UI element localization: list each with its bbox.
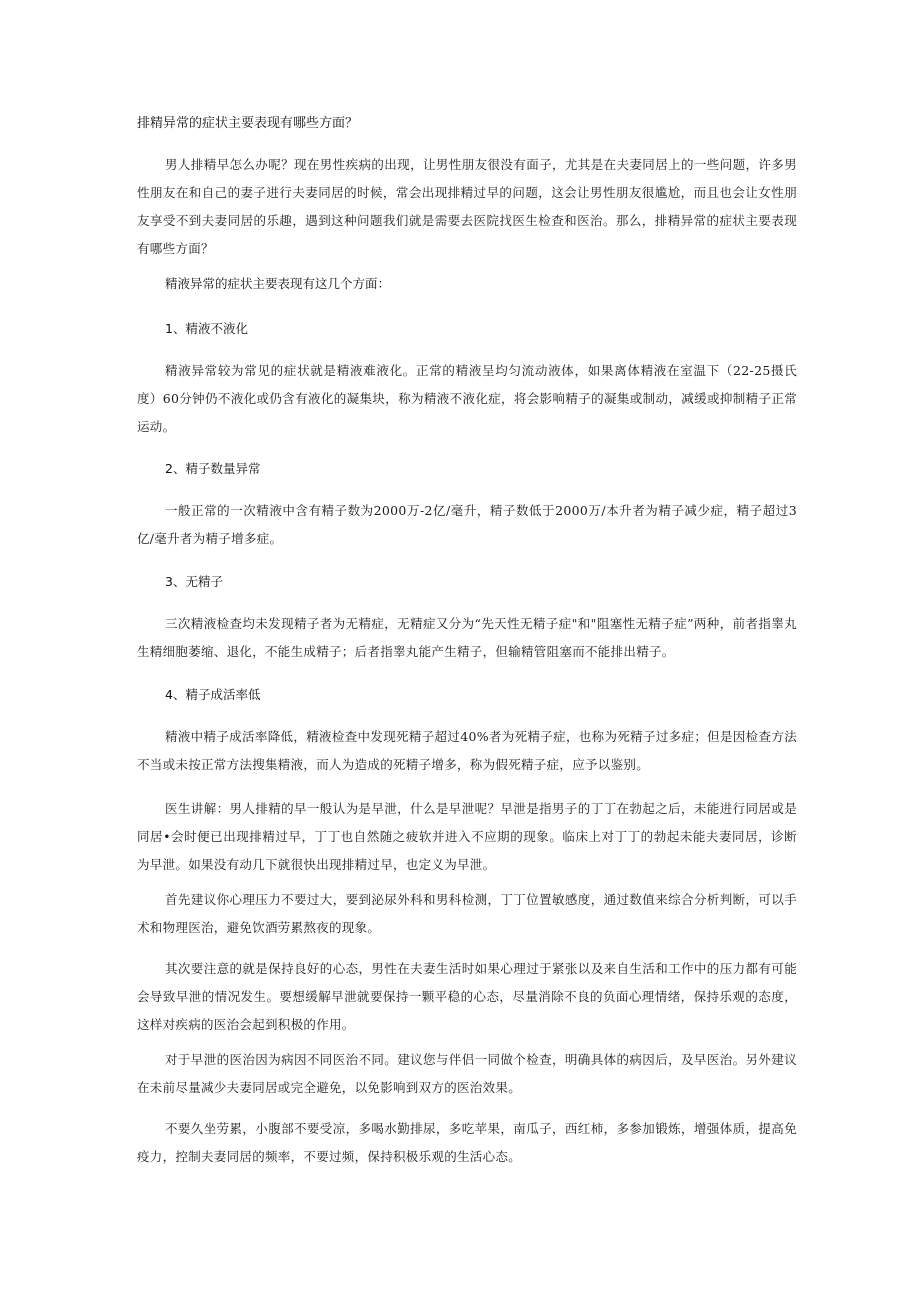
section-body-3: 三次精液检查均未发现精子者为无精症，无精症又分为“先天性无精子症"和"阻塞性无精子症”两种，前者指睾丸生精细胞萎缩、退化，不能生成精子；后者指睾丸能产生精子，但输精管阻塞而不能排出精子。 — [137, 616, 797, 659]
advice-paragraph-1: 首先建议你心理压力不要过大，要到泌尿外科和男科检测，丁丁位置敏感度，通过数值来综合分析判断，可以手术和物理医治，避免饮酒劳累熬夜的现象。 — [137, 892, 797, 935]
section-heading-3: 3、无精子 — [165, 574, 223, 589]
section-body-4: 精液中精子成活率降低，精液检查中发现死精子超过40%者为死精子症，也称为死精子过多症；但是因检查方法不当或未按正常方法搜集精液，而人为造成的死精子增多，称为假死精子症，应予以鉴别。 — [137, 729, 797, 772]
doctor-explanation-paragraph: 医生讲解：男人排精的早一般认为是早泄，什么是早泄呢？早泄是指男子的丁丁在勃起之后，未能进行同居或是同居•会时便已出现排精过早，丁丁也自然随之疲软并进入不应期的现象。临床上对丁丁的勃起未能夫妻同居，诊断为早泄。如果没有动几下就很快出现排精过早，也定义为早泄。 — [137, 801, 797, 872]
lead-heading: 精液异常的症状主要表现有这几个方面： — [165, 276, 391, 291]
intro-paragraph: 男人排精早怎么办呢？现在男性疾病的出现，让男性朋友很没有面子，尤其是在夫妻同居上的一些问题，许多男性朋友在和自己的妻子进行夫妻同居的时候，常会出现排精过早的问题，这会让男性朋友很尴尬，而且也会让女性朋友享受不到夫妻同居的乐趣，遇到这种问题我们就是需要去医院找医生检查和医治。那么，排精异常的症状主要表现有哪些方面？ — [137, 157, 797, 256]
section-heading-2: 2、精子数量异常 — [165, 461, 261, 476]
advice-paragraph-3: 对于早泄的医治因为病因不同医治不同。建议您与伴侣一同做个检查，明确具体的病因后，及早医治。另外建议在未前尽量减少夫妻同居或完全避免，以免影响到双方的医治效果。 — [137, 1052, 797, 1095]
section-heading-4: 4、精子成活率低 — [165, 687, 261, 702]
section-body-1: 精液异常较为常见的症状就是精液难液化。正常的精液呈均匀流动液体，如果离体精液在室温下（22-25摄氏度）60分钟仍不液化或仍含有液化的凝集块，称为精液不液化症，将会影响精子的凝集或制动，减缓或抑制精子正常运动。 — [137, 363, 797, 434]
page-title: 排精异常的症状主要表现有哪些方面？ — [137, 116, 359, 131]
advice-paragraph-4: 不要久坐劳累，小腹部不要受凉，多喝水勤排尿，多吃苹果，南瓜子，西红柿，多参加锻炼，增强体质，提高免疫力，控制夫妻同居的频率，不要过频，保持积极乐观的生活心态。 — [137, 1121, 797, 1164]
advice-paragraph-2: 其次要注意的就是保持良好的心态，男性在夫妻生活时如果心理过于紧张以及来自生活和工作中的压力都有可能会导致早泄的情况发生。要想缓解早泄就要保持一颗平稳的心态，尽量消除不良的负面心理情绪，保持乐观的态度，这样对疾病的医治会起到积极的作用。 — [137, 961, 797, 1032]
section-body-2: 一般正常的一次精液中含有精子数为2000万-2亿/毫升，精子数低于2000万/本升者为精子减少症，精子超过3亿/毫升者为精子增多症。 — [137, 503, 797, 546]
section-heading-1: 1、精液不液化 — [165, 321, 248, 336]
